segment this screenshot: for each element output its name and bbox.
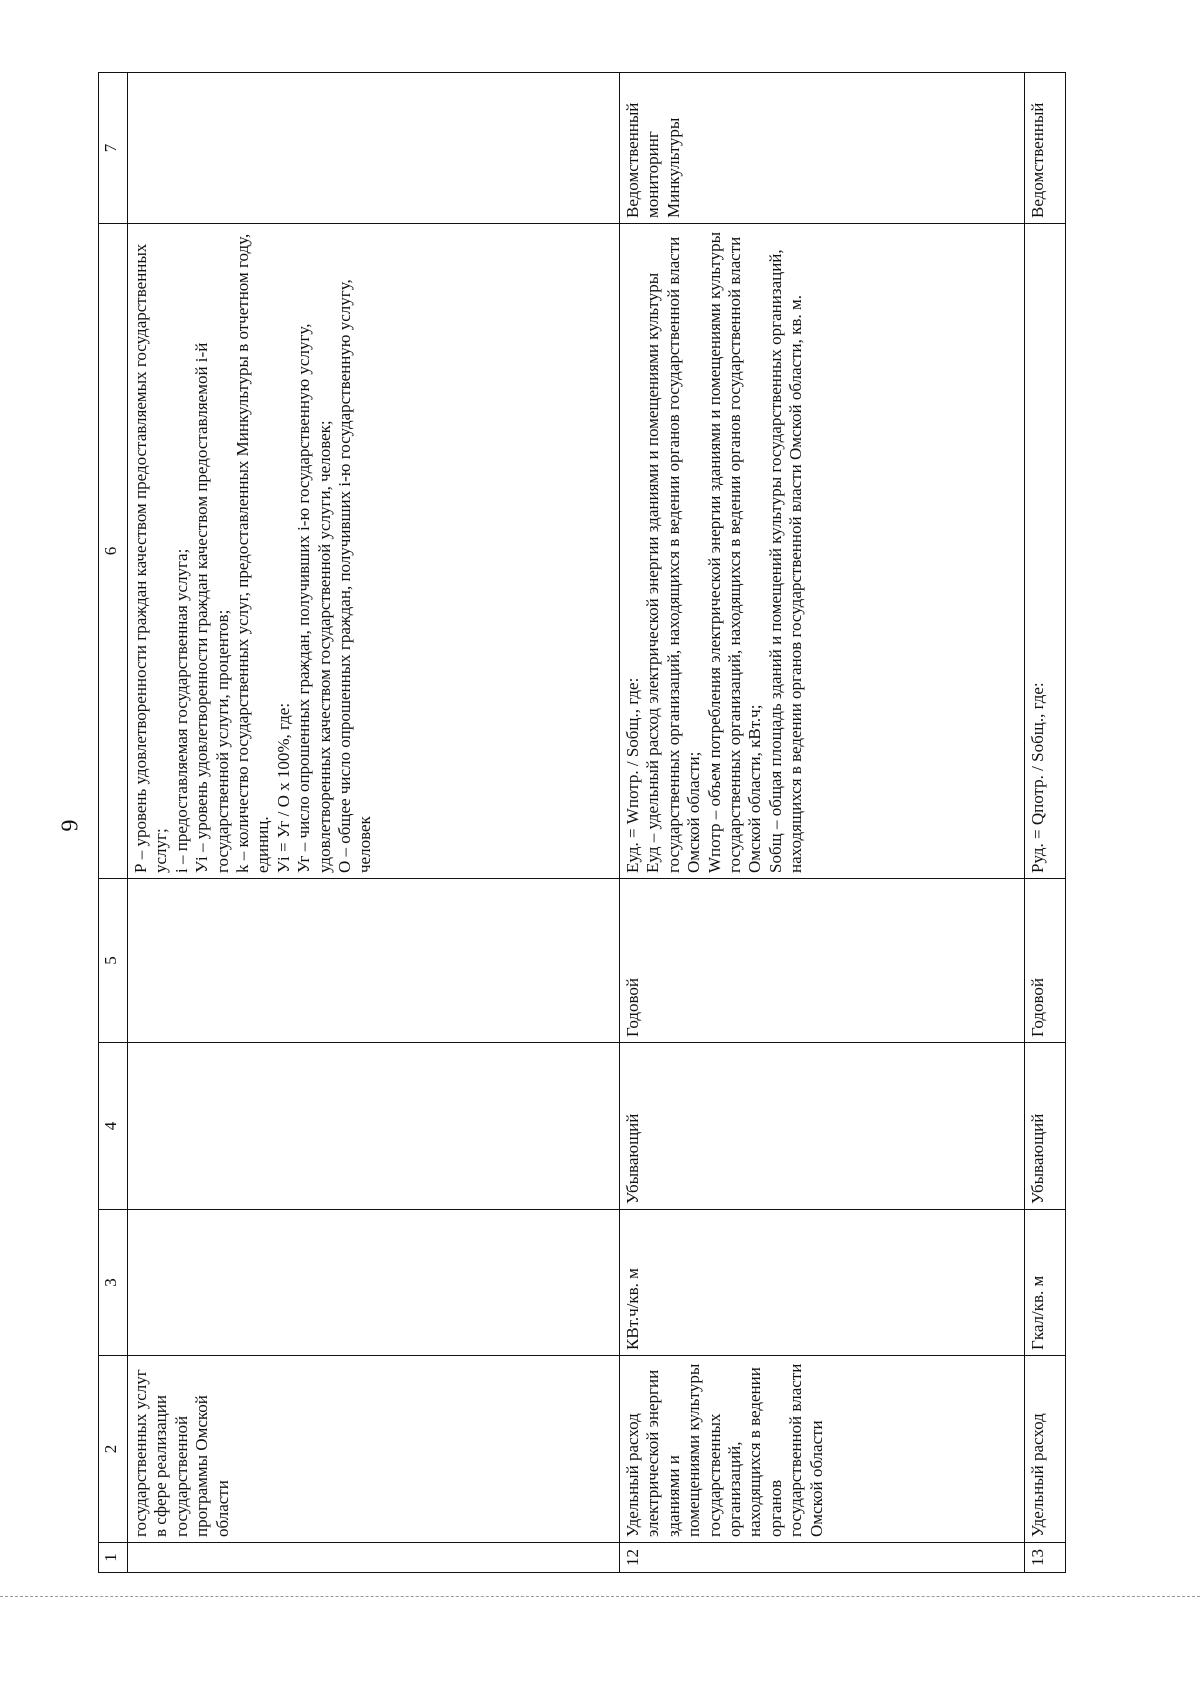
trend-type: Убывающий	[620, 1043, 1025, 1210]
row-number	[128, 1543, 620, 1573]
indicator-name: Удельный расход электрической энергии зданиями и помещениями культуры государственных организаций, находящихся в ведении органов государственной власти Омской области	[620, 1356, 1025, 1543]
period	[128, 879, 620, 1043]
formula-line: Еуд. = Wпотр. / Sобщ., где:	[623, 677, 642, 873]
page-number: 6	[55, 819, 82, 832]
column-number: 7	[99, 73, 128, 224]
column-numbers-row	[99, 73, 128, 1573]
column-number: 5	[99, 879, 128, 1043]
formula-line: О – общее число опрошенных граждан, получивших i-ю государственную услугу, человек	[334, 279, 375, 873]
period: Годовой	[1025, 879, 1066, 1043]
unit-of-measure: Гкал/кв. м	[1025, 1210, 1066, 1356]
indicator-name: Удельный расход	[1025, 1356, 1066, 1543]
data-source: Ведомственный	[1025, 73, 1066, 224]
data-source	[128, 73, 620, 224]
scan-edge-line	[0, 1596, 1200, 1597]
unit-of-measure	[128, 1210, 620, 1356]
formula-line: i – предоставляемая государственная услуга;	[171, 548, 191, 873]
formula-line: Wпотр – объем потребления электрической энергии зданиями и помещениями культуры государственных организаций, находящихся в ведении органов государственной власти Омской области, кВт.ч;	[704, 231, 765, 873]
formula-line: Уi = Уг / О x 100%, где:	[273, 702, 293, 873]
formula-line: Еуд – удельный расход электрической энергии зданиями и помещениями культуры государственных организаций, находящихся в ведении органов государственной власти Омской области;	[643, 236, 704, 873]
column-number: 2	[99, 1356, 128, 1543]
trend-type	[128, 1043, 620, 1210]
formula-line: Р – уровень удовлетворенности граждан качеством предоставляемых государственных услуг;	[131, 243, 171, 873]
formula-cell	[620, 224, 1025, 879]
column-number: 4	[99, 1043, 128, 1210]
formula-line: k – количество государственных услуг, предоставленных Минкультуры в отчетном году, единиц.	[232, 233, 273, 873]
indicator-name: государственных услуг в сфере реализации государственной программы Омской области	[128, 1356, 620, 1543]
formula-line: Sобщ – общая площадь зданий и помещений культуры государственных организаций, находящихся в ведении органов государственной власти Омской области, кв. м.	[765, 249, 806, 873]
row-number: 13	[1025, 1543, 1066, 1573]
table-row	[128, 73, 620, 1573]
indicators-table	[98, 72, 1066, 1573]
table-row	[1025, 73, 1066, 1573]
data-source: Ведомственный мониторинг Минкультуры	[620, 73, 1025, 224]
formula-line: Уi – уровень удовлетворенности граждан качеством предоставляемой i-й государственной услуги, процентов;	[192, 342, 232, 873]
column-number: 3	[99, 1210, 128, 1356]
table-row	[620, 73, 1025, 1573]
period: Годовой	[620, 879, 1025, 1043]
column-number: 1	[99, 1543, 128, 1573]
trend-type: Убывающий	[1025, 1043, 1066, 1210]
formula-line: Уг – число опрошенных граждан, получивших i-ю государственную услугу, удовлетворенных качеством государственной услуги, человек;	[294, 323, 334, 873]
formula-line: Руд. = Qпотр. / Sобщ., где:	[1028, 682, 1047, 873]
row-number: 12	[620, 1543, 1025, 1573]
formula-cell	[128, 224, 620, 879]
rotated-table-container	[98, 73, 1060, 1573]
unit-of-measure: КВт.ч/кв. м	[620, 1210, 1025, 1356]
column-number: 6	[99, 224, 128, 879]
formula-cell	[1025, 224, 1066, 879]
